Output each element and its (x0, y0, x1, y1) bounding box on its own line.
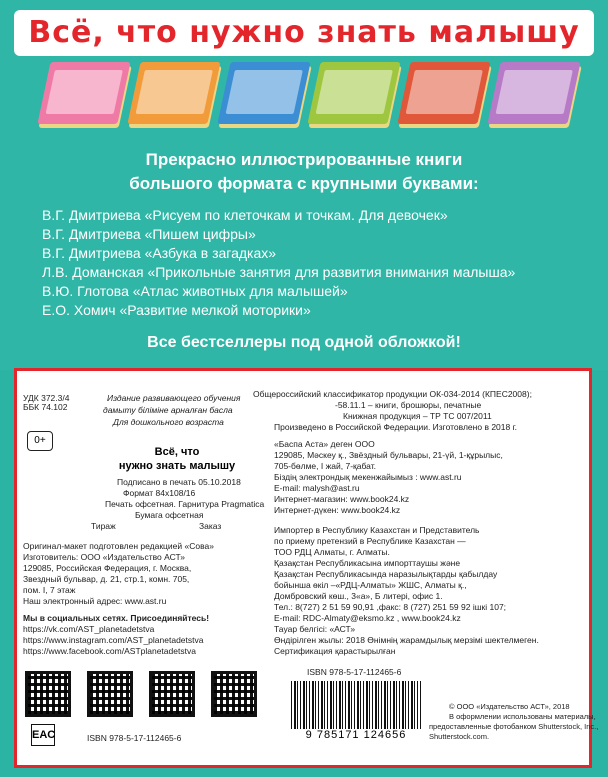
bbk: ББК 74.102 (23, 402, 68, 412)
slogan: Все бестселлеры под одной обложкой! (147, 334, 461, 351)
kz-shop: Интернет-магазин: www.book24.kz (274, 494, 410, 504)
book-cover (127, 62, 220, 124)
list-item: В.Г. Дмитриева «Пишем цифры» (42, 226, 256, 242)
list-item: В.Ю. Глотова «Атлас животных для малышей» (42, 283, 348, 299)
address-3: пом. I, 7 этаж (23, 585, 76, 595)
book-title: Всё, что нужно знать малышу (118, 446, 236, 472)
made-in: Произведено в Российской Федерации. Изготовлено в 2018 г. (274, 422, 518, 432)
qr-code (87, 671, 133, 717)
kz-line-3: 705-бөлме, I жай, 7-қабат. (274, 461, 376, 471)
copyright-2: В оформлении использованы материалы, (449, 712, 596, 721)
barcode (281, 681, 431, 743)
isbn-left: ISBN 978-5-17-112465-6 (87, 733, 182, 743)
importer-1: Импортер в Республику Казахстан и Представитель (274, 525, 480, 535)
age-rating: 0+ (27, 431, 53, 451)
format: Формат 84х108/16 (123, 488, 196, 498)
importer-email: E-mail: RDC-Almaty@eksmo.kz , www.book24.kz (274, 613, 461, 623)
production-year: Өндірілген жылы: 2018 Өнімнің жарамдылық мерзімі шектелмеген. (274, 635, 539, 645)
book-cover (217, 62, 310, 124)
banner-title: Всё, что нужно знать малышу (28, 15, 580, 50)
trademark: Тауар белгісі: «АСТ» (274, 624, 356, 634)
qr-code (149, 671, 195, 717)
barcode-bars (291, 681, 421, 729)
original-layout: Оригинал-макет подготовлен редакцией «Сова» (23, 541, 214, 551)
eac-mark: EAC (31, 724, 55, 746)
kz-email: E-mail: malysh@ast.ru (274, 483, 360, 493)
book-cover (37, 62, 130, 124)
kz-line-4: Біздің электрондық мекенжайымыз : www.ast.ru (274, 472, 462, 482)
list-item: В.Г. Дмитриева «Рисуем по клеточкам и точкам. Для девочек» (42, 207, 448, 223)
list-item: Л.В. Доманская «Прикольные занятия для развития внимания малыша» (42, 264, 516, 280)
qr-code (25, 671, 71, 717)
qr-code (211, 671, 257, 717)
imprint-panel (14, 368, 599, 768)
paper-type: Бумага офсетная (135, 510, 204, 520)
copyright-4: Shutterstock.com. (429, 732, 490, 741)
list-item: Е.О. Хомич «Развитие мелкой моторики» (42, 302, 311, 318)
intro-text: Прекрасно иллюстрированные книги большого формата с крупными буквами: (129, 150, 479, 193)
kz-shop-kz: Интернет-дүкен: www.book24.kz (274, 505, 401, 515)
title-banner (14, 10, 594, 56)
certification: Сертификация қарастырылған (274, 646, 396, 656)
importer-7: Домбровский көш., 3«а», Б литері, офис 1. (274, 591, 443, 601)
okp-2: -58.11.1 – книги, брошюры, печатные (335, 400, 482, 410)
note-1: Издание развивающего обучения (107, 393, 241, 403)
social-heading: Мы в социальных сетях. Присоединяйтесь! (23, 613, 210, 623)
website: Наш электронный адрес: www.ast.ru (23, 596, 167, 606)
isbn-right: ISBN 978-5-17-112465-6 (307, 667, 402, 677)
manufacturer: Изготовитель: ООО «Издательство АСТ» (23, 552, 186, 562)
udk: УДК 372.3/4 (23, 393, 70, 403)
instagram-link[interactable]: https://www.instagram.com/AST_planetadetstva (23, 635, 204, 645)
address-1: 129085, Российская Федерация, г. Москва, (23, 563, 192, 573)
signed-date: Подписано в печать 05.10.2018 (117, 477, 241, 487)
importer-2: по приему претензий в Республике Казахстан — (274, 536, 466, 546)
note-2: дамыту бiлiмiне арналған басла (103, 405, 233, 415)
okp-1: Общероссийский классификатор продукции ОК-034-2014 (КПЕС2008); (253, 389, 532, 399)
importer-3: ТОО РДЦ Алматы, г. Алматы. (274, 547, 390, 557)
note-3: Для дошкольного возраста (113, 417, 224, 427)
facebook-link[interactable]: https://www.facebook.com/ASTplanetadetstva (23, 646, 196, 656)
kz-line-1: «Баспа Аста» деген ООО (274, 439, 375, 449)
tirazh: Тираж (91, 521, 116, 531)
book-cover (487, 62, 580, 124)
importer-5: Қазақстан Республикасында наразылықтарды қабылдау (274, 569, 498, 579)
book-cover (397, 62, 490, 124)
importer-phone: Тел.: 8(727) 2 51 59 90,91 ,факс: 8 (727) 251 59 92 ішкі 107; (274, 602, 507, 612)
tr-ts: Книжная продукция – ТР ТС 007/2011 (343, 411, 492, 421)
importer-6: бойынша өкіл –«РДЦ-Алматы» ЖШС, Алматы қ., (274, 580, 467, 590)
list-item: В.Г. Дмитриева «Азбука в загадках» (42, 245, 277, 261)
importer-4: Қазақстан Республикасына импорттаушы және (274, 558, 461, 568)
copyright: © ООО «Издательство АСТ», 2018 (449, 702, 570, 711)
print-type: Печать офсетная. Гарнитура Pragmatica (105, 499, 265, 509)
address-2: Звездный бульвар, д. 21, стр.1, комн. 705, (23, 574, 190, 584)
zakaz: Заказ (199, 521, 222, 531)
book-cover (307, 62, 400, 124)
vk-link[interactable]: https://vk.com/AST_planetadetstva (23, 624, 155, 634)
kz-line-2: 129085, Мәскеу қ., Звёздный бульвары, 21-үй, 1-құрылыс, (274, 450, 503, 460)
copyright-3: предоставленные фотобанком Shutterstock, Inc., (429, 722, 599, 731)
book-title-list (42, 206, 515, 320)
barcode-number: 9 785171 124656 (305, 729, 407, 741)
book-covers-row (36, 62, 576, 134)
